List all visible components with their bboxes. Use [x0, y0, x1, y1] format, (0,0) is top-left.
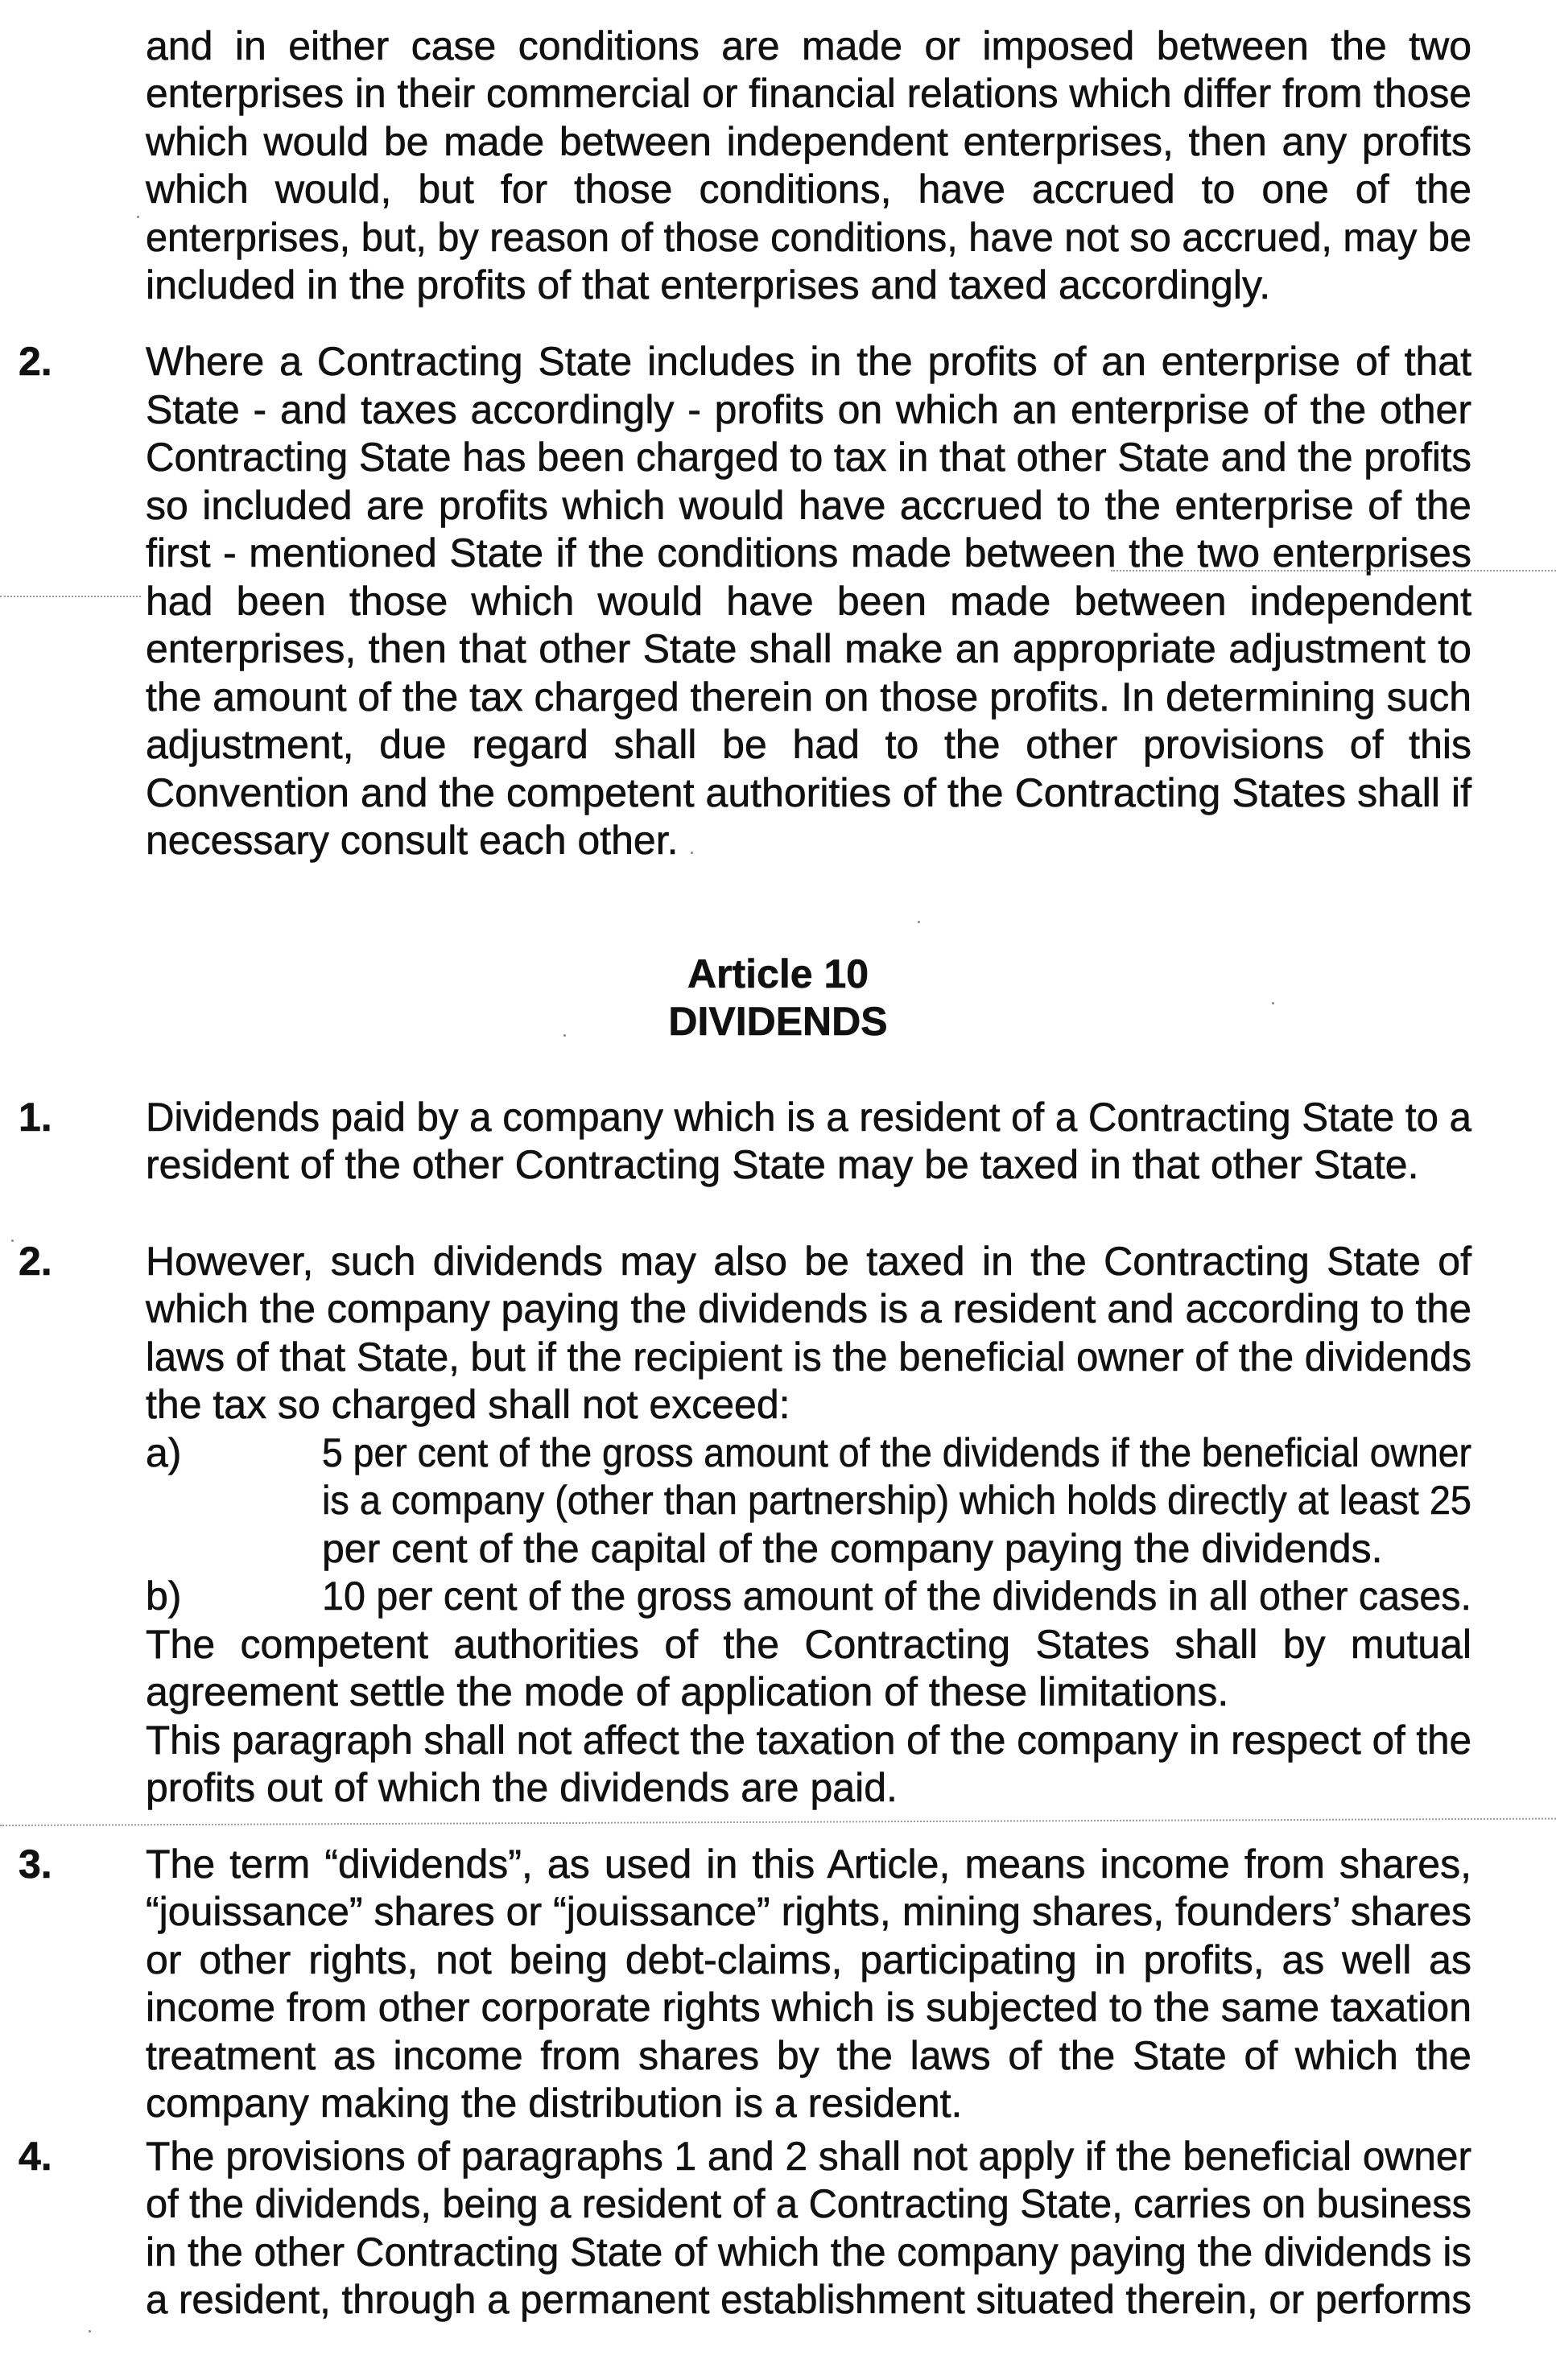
text-line: which the company paying the dividends is a resident and according to the	[146, 1286, 1471, 1331]
paragraph-number: 4.	[19, 2134, 52, 2179]
text-line: Convention and the competent authorities of the Contracting States shall if	[146, 770, 1471, 815]
scan-artifact-line	[0, 596, 141, 597]
scan-speck	[1272, 1002, 1274, 1004]
text-line: in the other Contracting State of which the company paying the dividends is	[146, 2229, 1471, 2275]
text-line: or other rights, not being debt-claims, participating in profits, as well as	[146, 1937, 1471, 1982]
text-line: This paragraph shall not affect the taxation of the company in respect of the	[146, 1718, 1471, 1763]
paragraph-number: 2.	[19, 1239, 52, 1284]
scan-speck	[691, 852, 693, 854]
scan-speck	[563, 1034, 566, 1037]
text-line: Contracting State has been charged to tax in that other State and the profits	[146, 435, 1471, 480]
text-line: State - and taxes accordingly - profits on which an enterprise of the other	[146, 387, 1471, 432]
text-line: company making the distribution is a resident.	[146, 2081, 963, 2126]
text-line: the amount of the tax charged therein on those profits. In determining such	[146, 674, 1471, 720]
text-line: Where a Contracting State includes in the profits of an enterprise of that	[146, 339, 1471, 384]
text-line: and in either case conditions are made or imposed between the two	[146, 23, 1471, 68]
text-line: a resident, through a permanent establishment situated therein, or performs	[146, 2277, 1471, 2322]
text-line: Dividends paid by a company which is a resident of a Contracting State to a	[146, 1095, 1471, 1140]
scan-artifact-line	[1111, 570, 1556, 571]
text-line: which would be made between independent enterprises, then any profits	[146, 119, 1471, 164]
text-line: included in the profits of that enterprises and taxed accordingly.	[146, 262, 1271, 307]
subitem-label: b)	[146, 1574, 182, 1619]
text-line: which would, but for those conditions, have accrued to one of the	[146, 167, 1471, 212]
scan-artifact-line	[0, 1818, 1556, 1826]
text-line: laws of that State, but if the recipient is the beneficial owner of the dividends	[146, 1334, 1471, 1380]
text-line: resident of the other Contracting State may be taxed in that other State.	[146, 1142, 1419, 1187]
article-title: Article 10	[687, 951, 869, 996]
text-line: adjustment, due regard shall be had to the other provisions of this	[146, 722, 1471, 767]
text-line: treatment as income from shares by the laws of the State of which the	[146, 2033, 1471, 2078]
scan-speck	[918, 921, 920, 923]
text-line: so included are profits which would have accrued to the enterprise of the	[146, 483, 1471, 528]
text-line: of the dividends, being a resident of a Contracting State, carries on business	[146, 2181, 1471, 2226]
paragraph-number: 3.	[19, 1842, 52, 1887]
paragraph-number: 1.	[19, 1095, 52, 1140]
scan-speck	[11, 1239, 14, 1242]
text-line: income from other corporate rights which is subjected to the same taxation	[146, 1985, 1471, 2030]
text-line: The competent authorities of the Contracting States shall by mutual	[146, 1622, 1471, 1667]
text-line: the tax so charged shall not exceed:	[146, 1382, 790, 1427]
text-line: 10 per cent of the gross amount of the dividends in all other cases.	[322, 1574, 1471, 1619]
text-line: The provisions of paragraphs 1 and 2 shall not apply if the beneficial owner	[146, 2134, 1471, 2179]
text-line: had been those which would have been made between independent	[146, 579, 1471, 624]
text-line: enterprises in their commercial or financial relations which differ from those	[146, 71, 1471, 116]
text-line: The term “dividends”, as used in this Article, means income from shares,	[146, 1842, 1471, 1887]
text-line: is a company (other than partnership) which holds directly at least 25	[322, 1478, 1471, 1523]
text-line: per cent of the capital of the company paying the dividends.	[322, 1526, 1383, 1571]
scan-speck	[89, 2330, 91, 2333]
text-line: However, such dividends may also be taxed in the Contracting State of	[146, 1239, 1471, 1284]
paragraph-number: 2.	[19, 339, 52, 384]
text-line: 5 per cent of the gross amount of the dividends if the beneficial owner	[322, 1430, 1471, 1475]
scan-speck	[137, 216, 139, 218]
article-subtitle: DIVIDENDS	[668, 999, 888, 1044]
text-line: enterprises, then that other State shall make an appropriate adjustment to	[146, 626, 1471, 671]
text-line: agreement settle the mode of application of these limitations.	[146, 1669, 1229, 1714]
text-line: first - mentioned State if the conditions made between the two enterprises	[146, 530, 1471, 575]
text-line: profits out of which the dividends are paid.	[146, 1765, 898, 1810]
text-line: enterprises, but, by reason of those conditions, have not so accrued, may be	[146, 215, 1471, 260]
text-line: “jouissance” shares or “jouissance” rights, mining shares, founders’ shares	[146, 1889, 1471, 1934]
subitem-label: a)	[146, 1430, 182, 1475]
text-line: necessary consult each other.	[146, 818, 679, 863]
